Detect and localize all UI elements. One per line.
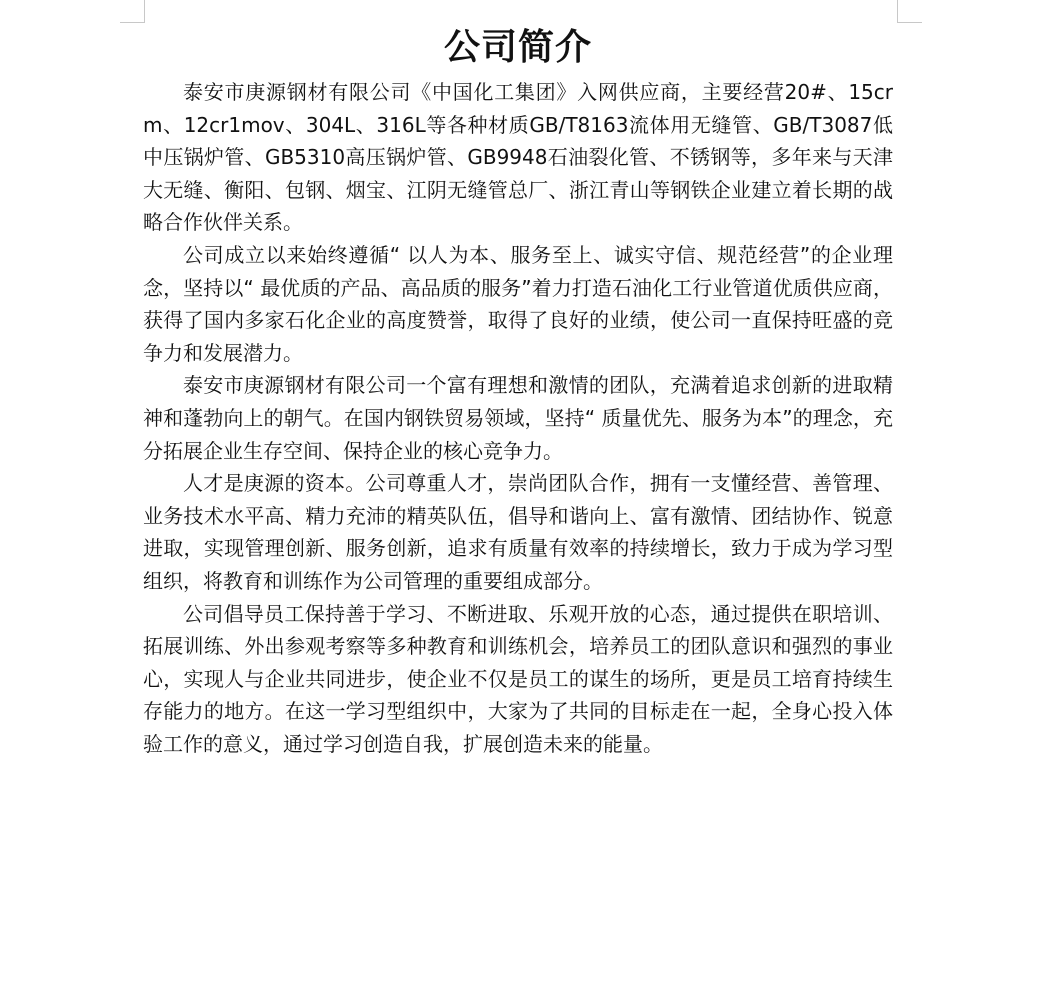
document-title: 公司简介 [443, 27, 592, 68]
page-corner-mark-right [897, 0, 922, 23]
page-corner-mark-left [120, 0, 145, 23]
document-page [143, 26, 893, 760]
paragraph-talent: 人才是庚源的资本。公司尊重人才，崇尚团队合作，拥有一支懂经营、善管理、业务技术水平高、精力充沛的精英队伍，倡导和谐向上、富有激情、团结协作、锐意进取，实现管理创新、服务创新，追求有质量有效率的持续增长，致力于成为学习型组织，将教育和训练作为公司管理的重要组成部分。 [143, 471, 893, 593]
paragraph-learning: 公司倡导员工保持善于学习、不断进取、乐观开放的心态，通过提供在职培训、拓展训练、外出参观考察等多种教育和训练机会，培养员工的团队意识和强烈的事业心，实现人与企业共同进步，使企业不仅是员工的谋生的场所，更是员工培育持续生存能力的地方。在这一学习型组织中，大家为了共同的目标走在一起，全身心投入体验工作的意义，通过学习创造自我，扩展创造未来的能量。 [143, 601, 893, 756]
paragraph-philosophy: 公司成立以来始终遵循“ 以人为本、服务至上、诚实守信、规范经营”的企业理念，坚持以“ 最优质的产品、高品质的服务”着力打造石油化工行业管道优质供应商，获得了国内多家石化企业的高度赞誉，取得了良好的业绩，使公司一直保持旺盛的竞争力和发展潜力。 [143, 242, 893, 365]
paragraph-team: 泰安市庚源钢材有限公司一个富有理想和激情的团队，充满着追求创新的进取精神和蓬勃向上的朝气。在国内钢铁贸易领域，坚持“ 质量优先、服务为本”的理念，充分拓展企业生存空间、保持企业的核心竞争力。 [143, 373, 893, 463]
paragraph-intro: 泰安市庚源钢材有限公司《中国化工集团》入网供应商，主要经营20#、15crm、12cr1mov、304L、316L等各种材质GB/T8163流体用无缝管、GB/T3087低中压锅炉管、GB5310高压锅炉管、GB9948石油裂化管、不锈钢等，多年来与天津大无缝、衡阳、包钢、烟宝、江阴无缝管总厂、浙江青山等钢铁企业建立着长期的战略合作伙伴关系。 [143, 80, 893, 235]
